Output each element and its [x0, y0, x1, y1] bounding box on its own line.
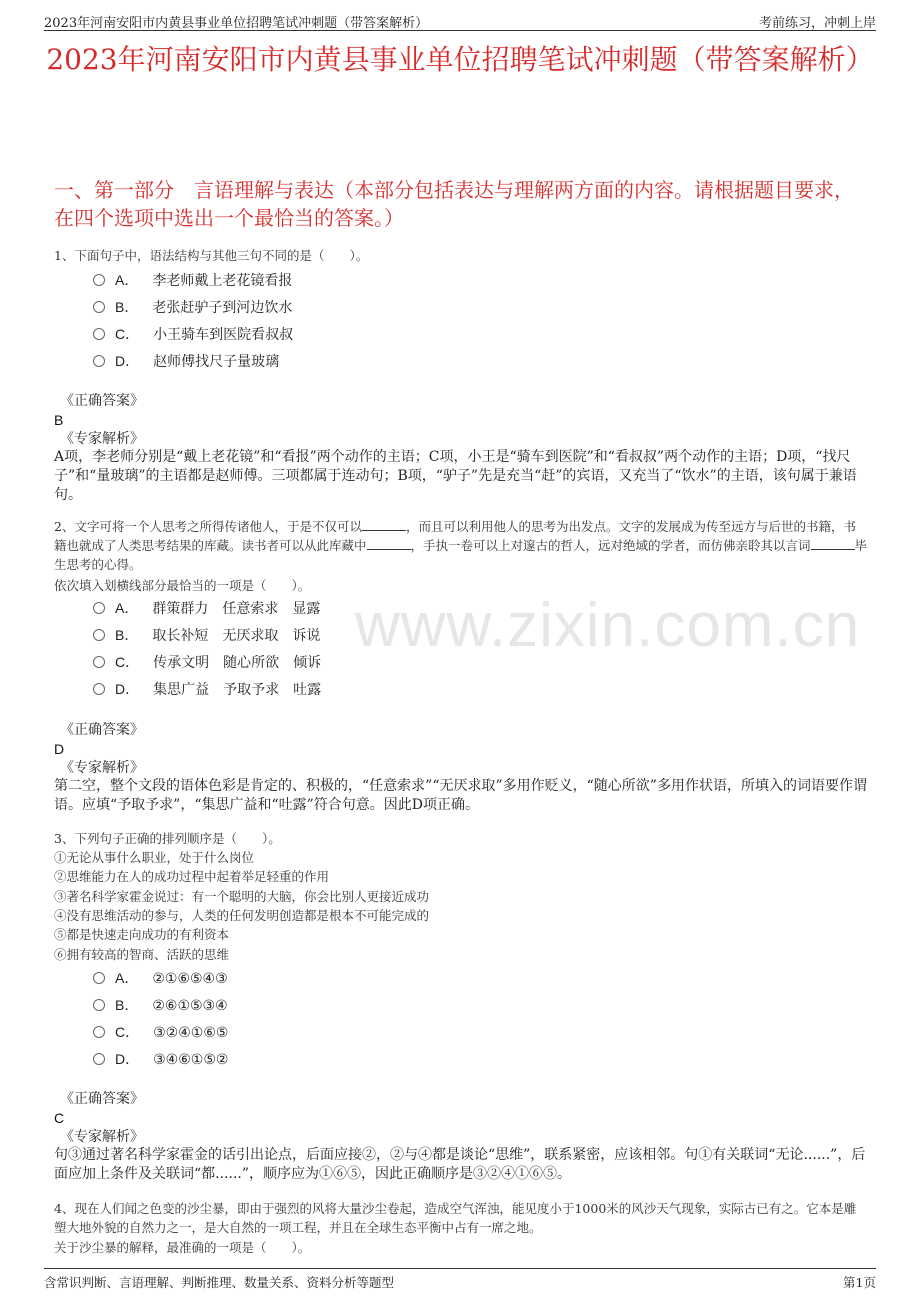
question-2-prompt: 依次填入划横线部分最恰当的一项是（ ）。	[54, 578, 311, 593]
q3-option-c[interactable]: C． ③②④①⑥⑤	[93, 1022, 228, 1042]
question-4-stem: 4、现在人们闻之色变的沙尘暴，即由于强烈的风将大量沙尘卷起，造成空气浑浊，能见度小于1000米的风沙天气现象，实际古已有之。它本是雕塑大地外貌的自然力之一，是大自然的一项工程，并且在全球生态平衡中占有一席之地。	[54, 1201, 857, 1235]
answer-label: 《正确答案》	[60, 722, 144, 738]
answer-label: 《正确答案》	[60, 1091, 144, 1107]
q3-item-3: ③著名科学家霍金说过：有一个聪明的大脑，你会比别人更接近成功	[54, 889, 430, 904]
radio-icon[interactable]	[93, 683, 105, 695]
q3-item-6: ⑥拥有较高的智商、活跃的思维	[54, 947, 230, 962]
q1-option-a[interactable]: A． 李老师戴上老花镜看报	[93, 270, 292, 290]
q2-option-b[interactable]: B． 取长补短 无厌求取 诉说	[93, 625, 320, 645]
q3-item-1: ①无论从事什么职业，处于什么岗位	[54, 850, 255, 865]
header-slogan: 考前练习，冲刺上岸	[758, 16, 876, 31]
question-1-stem: 1、下面句子中，语法结构与其他三句不同的是（ ）。	[54, 248, 369, 263]
answer-label: 《正确答案》	[60, 393, 144, 409]
q3-option-b[interactable]: B． ②⑥①⑤③④	[93, 995, 228, 1015]
footer-note: 含常识判断、言语理解、判断推理、数量关系、资料分析等题型	[44, 1275, 395, 1290]
q1-option-d[interactable]: D． 赵师傅找尺子量玻璃	[93, 351, 279, 371]
q2-option-d[interactable]: D． 集思广益 予取予求 吐露	[93, 679, 321, 699]
q2-option-a[interactable]: A． 群策群力 任意索求 显露	[93, 598, 320, 618]
q1-explanation: A项，李老师分别是“戴上老花镜”和“看报”两个动作的主语；C项，小王是“骑车到医院”和“看叔叔”两个动作的主语；D项，“找尺子”和“量玻璃”的主语都是赵师傅。三项都属于连动句；B项，“驴子”先是充当“赶”的宾语，又充当了“饮水”的主语，该句属于兼语句。	[54, 449, 857, 503]
radio-icon[interactable]	[93, 999, 105, 1011]
section-heading: 一、第一部分 言语理解与表达（本部分包括表达与理解两方面的内容。请根据题目要求，在四个选项中选出一个最恰当的答案。）	[54, 178, 854, 230]
radio-icon[interactable]	[93, 355, 105, 367]
watermark: www.zixin.com.cn	[355, 591, 861, 660]
explanation-label: 《专家解析》	[60, 431, 144, 447]
radio-icon[interactable]	[93, 1026, 105, 1038]
header-title: 2023年河南安阳市内黄县事业单位招聘笔试冲刺题（带答案解析）	[44, 16, 429, 31]
q3-item-4: ④没有思维活动的参与，人类的任何发明创造都是根本不可能完成的	[54, 908, 430, 923]
blank-line	[811, 537, 855, 550]
radio-icon[interactable]	[93, 328, 105, 340]
q1-answer: B	[54, 412, 64, 428]
q2-option-c[interactable]: C． 传承文明 随心所欲 倾诉	[93, 652, 321, 672]
explanation-label: 《专家解析》	[60, 760, 144, 776]
page-number: 第1页	[843, 1275, 876, 1290]
question-4-prompt: 关于沙尘暴的解释，最准确的一项是（ ）。	[54, 1240, 311, 1255]
radio-icon[interactable]	[93, 972, 105, 984]
radio-icon[interactable]	[93, 656, 105, 668]
q3-option-a[interactable]: A． ②①⑥⑤④③	[93, 968, 228, 988]
blank-line	[367, 537, 411, 550]
radio-icon[interactable]	[93, 301, 105, 313]
radio-icon[interactable]	[93, 629, 105, 641]
page-header	[44, 10, 876, 31]
q3-option-d[interactable]: D． ③④⑥①⑤②	[93, 1049, 228, 1069]
q1-option-b[interactable]: B． 老张赶驴子到河边饮水	[93, 297, 292, 317]
blank-line	[362, 518, 406, 531]
q2-explanation: 第二空，整个文段的语体色彩是肯定的、积极的，“任意索求”“无厌求取”多用作贬义，“随心所欲”多用作状语，所填入的词语要作谓语。应填“予取予求”，“集思广益和“吐露”符合句意。因此D项正确。	[54, 778, 867, 813]
explanation-label: 《专家解析》	[60, 1129, 144, 1145]
page-footer	[44, 1268, 876, 1290]
q2-answer: D	[54, 741, 65, 757]
question-3-stem: 3、下列句子正确的排列顺序是（ ）。	[54, 831, 281, 846]
question-2-stem: 2、文字可将一个人思考之所得传诸他人，于是不仅可以 ，而且可以利用他人的思考为出发点。文字的发展成为传至远方与后世的书籍，书籍也就成了人类思考结果的库藏。读书者可以从此库藏中 ，手执一卷可以上对邃古的哲人，远对绝域的学者，而仿佛亲聆其以言词 毕生思考的心得。	[54, 519, 868, 572]
radio-icon[interactable]	[93, 1053, 105, 1065]
radio-icon[interactable]	[93, 602, 105, 614]
q3-explanation: 句③通过著名科学家霍金的话引出论点，后面应接②，②与④都是谈论“思维”，联系紧密，应该相邻。句①有关联词“无论......”，后面应加上条件及关联词“都......”，顺序应为①⑥⑤，因此正确顺序是③②④①⑥⑤。	[54, 1147, 866, 1182]
document-title: 2023年河南安阳市内黄县事业单位招聘笔试冲刺题（带答案解析）	[46, 43, 874, 76]
q3-item-2: ②思维能力在人的成功过程中起着举足轻重的作用	[54, 869, 330, 884]
q3-answer: C	[54, 1110, 65, 1126]
q3-item-5: ⑤都是快速走向成功的有利资本	[54, 927, 230, 942]
radio-icon[interactable]	[93, 274, 105, 286]
q1-option-c[interactable]: C． 小王骑车到医院看叔叔	[93, 324, 293, 344]
